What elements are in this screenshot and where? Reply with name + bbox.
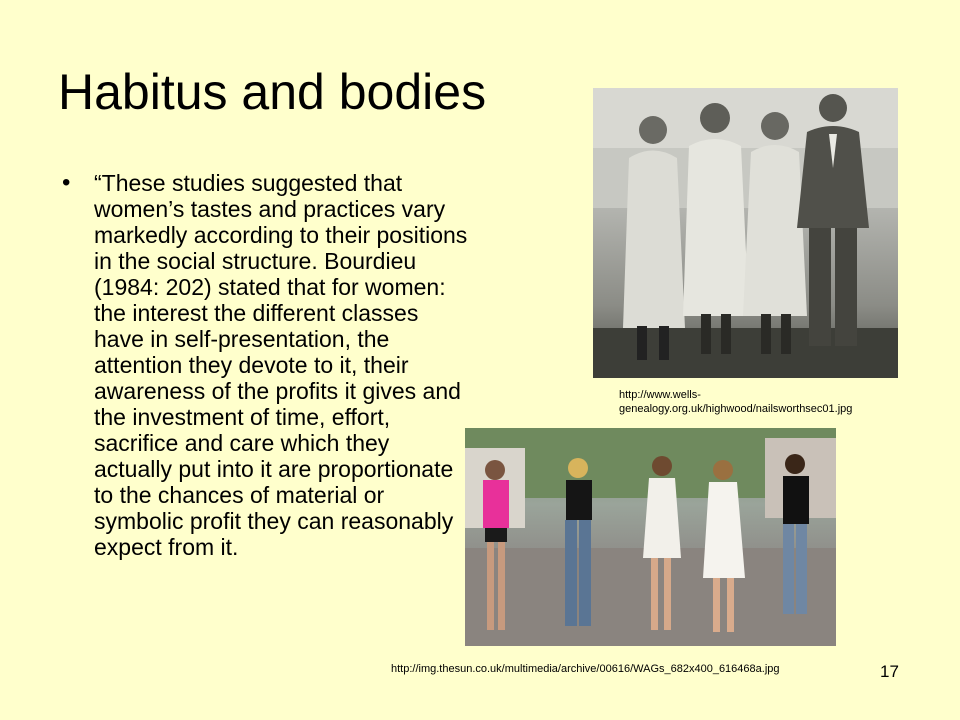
- street-photo-color: [465, 428, 836, 646]
- slide-number: 17: [880, 662, 899, 681]
- bullet-item: [62, 170, 472, 560]
- bullet-marker: •: [62, 169, 71, 196]
- quote-text: “These studies suggested that women’s tastes and practices vary markedly according to their positions in the social structure. Bourdieu (1984: 202) stated that for women: the interest the different classes have in self-presentation, the attention they devote to it, their awareness of the profits it gives and the investment of time, effort, sacrifice and care which they actually put into it are proportionate to the chances of material or symbolic profit they can reasonably expect from it.: [94, 170, 468, 560]
- group-photo-bw: [593, 88, 898, 378]
- slide-title: Habitus and bodies: [58, 64, 487, 120]
- photo1-source-caption: http://www.wells-genealogy.org.uk/highwood/nailsworthsec01.jpg: [619, 389, 853, 415]
- photo2-source-caption: http://img.thesun.co.uk/multimedia/archive/00616/WAGs_682x400_616468a.jpg: [391, 663, 780, 675]
